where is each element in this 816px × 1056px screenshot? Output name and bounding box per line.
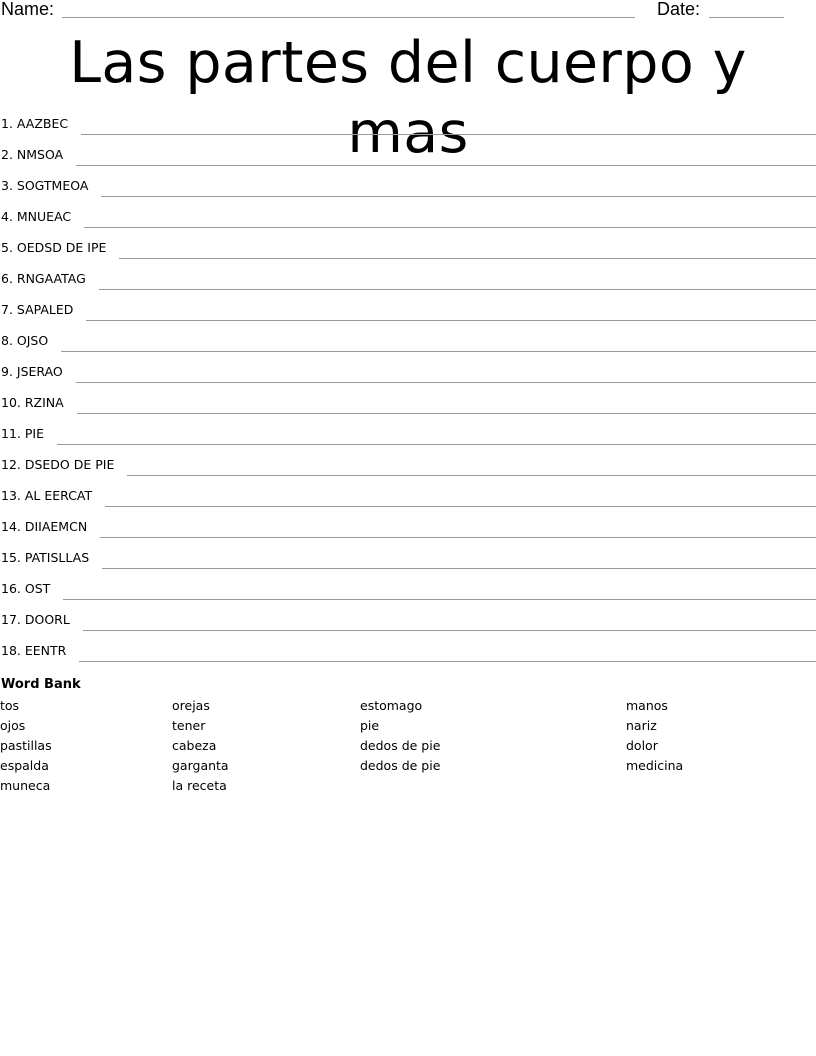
word-bank-item: cabeza [172, 738, 217, 753]
word-bank-item: pastillas [0, 738, 52, 753]
word-bank-item: ojos [0, 718, 26, 733]
answer-line[interactable] [76, 382, 816, 383]
name-field-line[interactable] [62, 17, 635, 18]
question-row [0, 173, 816, 204]
question-row [0, 266, 816, 297]
word-bank-item: garganta [172, 758, 229, 773]
answer-line[interactable] [77, 413, 816, 414]
answer-line[interactable] [63, 599, 816, 600]
answer-line[interactable] [61, 351, 816, 352]
question-text: 17. DOORL [1, 612, 70, 627]
question-text: 8. OJSO [1, 333, 49, 348]
word-bank-item: tener [172, 718, 206, 733]
question-row [0, 452, 816, 483]
answer-line[interactable] [57, 444, 816, 445]
answer-line[interactable] [76, 165, 816, 166]
question-text: 15. PATISLLAS [1, 550, 90, 565]
word-bank-item: la receta [172, 778, 227, 793]
word-bank-item: nariz [626, 718, 657, 733]
question-text: 12. DSEDO DE PIE [1, 457, 115, 472]
word-bank-title: Word Bank [1, 677, 81, 692]
question-row [0, 421, 816, 452]
word-bank-item: dedos de pie [360, 738, 441, 753]
question-row [0, 142, 816, 173]
question-text: 11. PIE [1, 426, 44, 441]
name-label: Name: [1, 0, 55, 19]
word-bank-item: muneca [0, 778, 51, 793]
question-text: 2. NMSOA [1, 147, 64, 162]
question-text: 9. JSERAO [1, 364, 63, 379]
question-text: 3. SOGTMEOA [1, 178, 89, 193]
question-row [0, 359, 816, 390]
answer-line[interactable] [83, 630, 816, 631]
question-row [0, 328, 816, 359]
word-bank-item: dedos de pie [360, 758, 441, 773]
question-row [0, 638, 816, 669]
answer-line[interactable] [105, 506, 816, 507]
question-row [0, 235, 816, 266]
question-row [0, 607, 816, 638]
question-text: 6. RNGAATAG [1, 271, 86, 286]
question-text: 16. OST [1, 581, 51, 596]
word-bank-item: orejas [172, 698, 210, 713]
question-row [0, 576, 816, 607]
word-bank-item: tos [0, 698, 20, 713]
question-row [0, 111, 816, 142]
question-list [0, 111, 816, 669]
word-bank-item: pie [360, 718, 380, 733]
question-text: 14. DIIAEMCN [1, 519, 88, 534]
word-bank-item: medicina [626, 758, 684, 773]
page-title: Las partes del cuerpo y mas [69, 30, 747, 166]
answer-line[interactable] [102, 568, 816, 569]
question-row [0, 514, 816, 545]
word-bank-item: dolor [626, 738, 658, 753]
answer-line[interactable] [86, 320, 816, 321]
date-label: Date: [657, 0, 701, 19]
header-row [0, 0, 816, 24]
word-bank-item: manos [626, 698, 668, 713]
question-row [0, 297, 816, 328]
question-text: 7. SAPALED [1, 302, 74, 317]
answer-line[interactable] [81, 134, 816, 135]
question-row [0, 390, 816, 421]
question-row [0, 545, 816, 576]
date-field-line[interactable] [709, 17, 784, 18]
answer-line[interactable] [101, 196, 816, 197]
answer-line[interactable] [84, 227, 816, 228]
answer-line[interactable] [100, 537, 816, 538]
question-text: 10. RZINA [1, 395, 64, 410]
question-text: 1. AAZBEC [1, 116, 69, 131]
question-text: 13. AL EERCAT [1, 488, 93, 503]
question-text: 5. OEDSD DE IPE [1, 240, 107, 255]
question-row [0, 483, 816, 514]
answer-line[interactable] [119, 258, 816, 259]
word-bank [0, 698, 816, 798]
question-text: 4. MNUEAC [1, 209, 72, 224]
question-text: 18. EENTR [1, 643, 67, 658]
word-bank-item: espalda [0, 758, 49, 773]
answer-line[interactable] [79, 661, 816, 662]
question-row [0, 204, 816, 235]
word-bank-item: estomago [360, 698, 423, 713]
answer-line[interactable] [99, 289, 816, 290]
answer-line[interactable] [127, 475, 816, 476]
